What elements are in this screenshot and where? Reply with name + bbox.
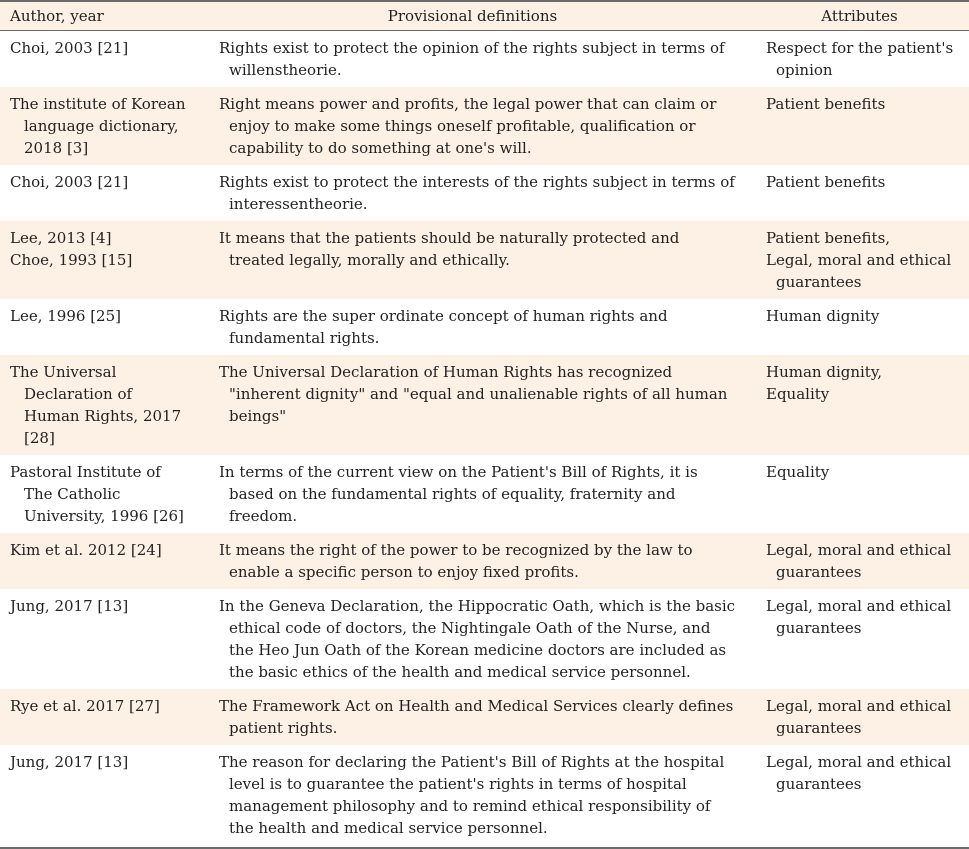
author-cell (0, 165, 195, 221)
header-attributes: Attributes (750, 1, 969, 31)
author-line: Lee, 1996 [25] (10, 307, 121, 325)
table-row (0, 87, 969, 165)
table-row (0, 455, 969, 533)
header-row (0, 1, 969, 31)
table-row (0, 533, 969, 589)
header-definitions: Provisional definitions (195, 1, 750, 31)
author-line: The institute of Korean language dictionary, 2018 [3] (10, 95, 186, 157)
definition-cell: Rights exist to protect the interests of the rights subject in terms of interessentheorie. (219, 173, 735, 213)
author-line: Choi, 2003 [21] (10, 39, 129, 57)
table-row (0, 299, 969, 355)
author-line: Lee, 2013 [4] (10, 229, 112, 247)
attributes-cell (750, 221, 969, 299)
attributes-cell (750, 87, 969, 165)
author-cell (0, 745, 195, 848)
definition-cell: Right means power and profits, the legal power that can claim or enjoy to make some things oneself profitable, qualification or capability to do something at one's will. (195, 87, 750, 165)
table-row (0, 355, 969, 455)
author-line: Choe, 1993 [15] (10, 251, 133, 269)
attribute-line: Equality (766, 385, 830, 403)
author-cell (0, 689, 195, 745)
attributes-cell (750, 589, 969, 689)
attributes-cell (750, 355, 969, 455)
table-row (0, 689, 969, 745)
author-cell (0, 221, 195, 299)
author-line: Choi, 2003 [21] (10, 173, 129, 191)
attribute-line: Patient benefits (766, 173, 886, 191)
attributes-cell (750, 455, 969, 533)
author-cell (0, 87, 195, 165)
definition-cell: It means that the patients should be naturally protected and treated legally, morally and ethically. (195, 221, 750, 299)
attribute-line: Human dignity (766, 307, 880, 325)
attribute-line: Human dignity, (766, 363, 883, 381)
attributes-cell (750, 31, 969, 88)
author-line: Pastoral Institute of The Catholic University, 1996 [26] (10, 463, 184, 525)
attributes-cell (750, 165, 969, 221)
attribute-line: Patient benefits, (766, 229, 891, 247)
author-line: The Universal Declaration of Human Rights, 2017 [28] (10, 363, 182, 447)
author-cell (0, 533, 195, 589)
attributes-cell (750, 689, 969, 745)
author-cell (0, 589, 195, 689)
table-body (0, 31, 969, 849)
attribute-line: Patient benefits (766, 95, 886, 113)
attribute-line: Legal, moral and ethical guarantees (766, 541, 952, 581)
table-row (0, 31, 969, 88)
table-row (0, 165, 969, 221)
table-row (0, 221, 969, 299)
author-line: Jung, 2017 [13] (10, 597, 129, 615)
attributes-cell (750, 533, 969, 589)
table-row (0, 745, 969, 848)
author-line: Kim et al. 2012 [24] (10, 541, 162, 559)
author-line: Rye et al. 2017 [27] (10, 697, 160, 715)
attribute-line: Legal, moral and ethical guarantees (766, 697, 952, 737)
author-cell (0, 355, 195, 455)
attributes-cell (750, 299, 969, 355)
header-author: Author, year (0, 1, 195, 31)
definition-cell: It means the right of the power to be recognized by the law to enable a specific person to enjoy fixed profits. (195, 533, 750, 589)
author-cell (0, 31, 195, 88)
attribute-line: Legal, moral and ethical guarantees (766, 251, 952, 291)
author-cell (0, 455, 195, 533)
definition-cell: Rights exist to protect the opinion of the rights subject in terms of willenstheorie. (219, 39, 725, 79)
table-row (0, 589, 969, 689)
definition-cell: The Framework Act on Health and Medical Services clearly defines patient rights. (195, 689, 750, 745)
definition-cell: The reason for declaring the Patient's Bill of Rights at the hospital level is to guarantee the patient's rights in terms of hospital management philosophy and to remind ethical responsibility of the health and medical service personnel. (195, 745, 750, 848)
attribute-line: Respect for the patient's opinion (766, 39, 954, 79)
definition-cell: In the Geneva Declaration, the Hippocratic Oath, which is the basic ethical code of doctors, the Nightingale Oath of the Nurse, and the Heo Jun Oath of the Korean medicine doctors are included as the basic ethics of the health and medical service personnel. (219, 597, 736, 681)
attributes-cell (750, 745, 969, 848)
definition-cell: The Universal Declaration of Human Rights has recognized "inherent dignity" and "equal and unalienable rights of all human beings" (195, 355, 750, 455)
attribute-line: Legal, moral and ethical guarantees (766, 753, 952, 793)
attribute-line: Equality (766, 463, 830, 481)
definition-cell: Rights are the super ordinate concept of human rights and fundamental rights. (219, 307, 668, 347)
table-header (0, 1, 969, 31)
author-line: Jung, 2017 [13] (10, 753, 129, 771)
definition-cell: In terms of the current view on the Patient's Bill of Rights, it is based on the fundamental rights of equality, fraternity and freedom. (219, 463, 698, 525)
author-cell (0, 299, 195, 355)
attribute-line: Legal, moral and ethical guarantees (766, 597, 952, 637)
